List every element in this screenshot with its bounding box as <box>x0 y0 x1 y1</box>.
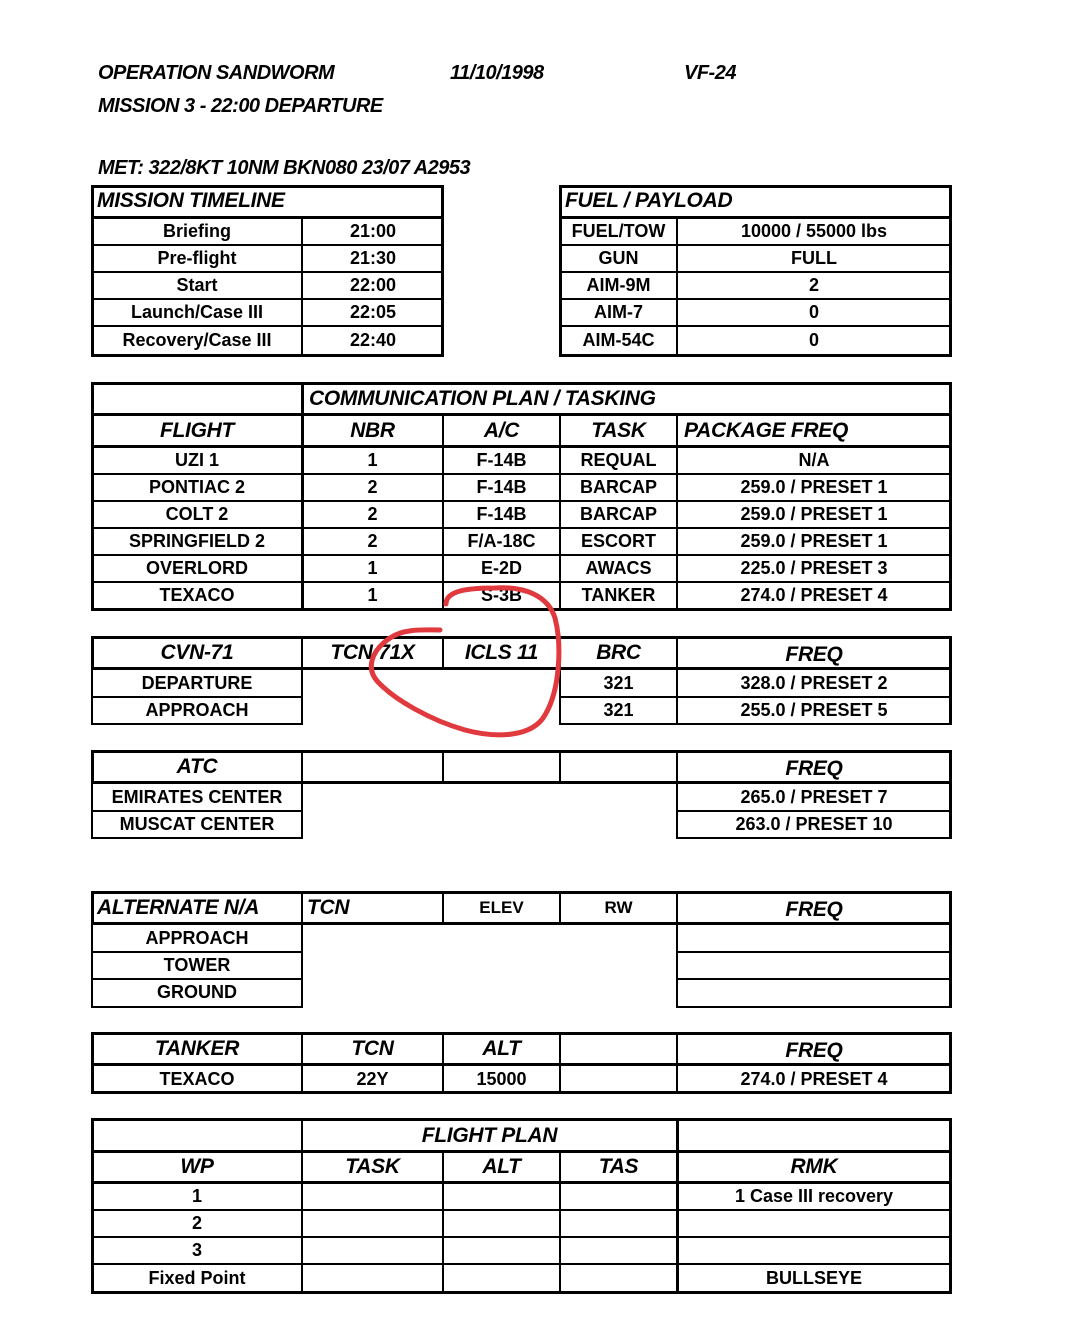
squadron: VF-24 <box>684 62 736 84</box>
comms-ac: S-3B <box>480 585 522 605</box>
comms-nbr: 1 <box>367 449 378 470</box>
timeline-label: Start <box>176 274 218 295</box>
comms-ac: E-2D <box>480 557 522 578</box>
timeline-label: Launch/Case III <box>130 301 264 322</box>
flightplan-header-wp: WP <box>180 1154 214 1178</box>
comms-header-ac: A/C <box>483 419 520 442</box>
comms-flight: UZI 1 <box>174 449 219 470</box>
flightplan-wp: Fixed Point <box>148 1267 246 1288</box>
flightplan-title: FLIGHT PLAN <box>421 1124 558 1147</box>
comms-ac: F-14B <box>476 503 527 524</box>
timeline-label: Pre-flight <box>157 247 237 268</box>
alternate-row-label: TOWER <box>163 954 231 975</box>
tanker-tcn: 22Y <box>356 1068 389 1089</box>
tanker-header-freq: FREQ <box>785 1038 843 1062</box>
alternate-header-tcn: TCN <box>307 896 350 919</box>
comms-task: AWACS <box>585 557 652 578</box>
comms-ac: F-14B <box>476 476 527 497</box>
tanker-freq: 274.0 / PRESET 4 <box>740 1068 888 1089</box>
timeline-title: MISSION TIMELINE <box>97 189 285 212</box>
timeline-time: 22:05 <box>349 301 397 322</box>
comms-task: BARCAP <box>579 476 657 497</box>
carrier-row-freq: 255.0 / PRESET 5 <box>740 699 888 720</box>
tanker-header-tcn: TCN <box>351 1036 394 1060</box>
comms-flight: COLT 2 <box>165 503 229 524</box>
carrier-header-icls: ICLS 11 <box>464 641 539 664</box>
fuel-value: 2 <box>808 274 819 295</box>
alternate-header-name: ALTERNATE N/A <box>97 896 260 919</box>
comms-freq: 274.0 / PRESET 4 <box>740 585 888 605</box>
comms-freq: 259.0 / PRESET 1 <box>740 503 888 524</box>
alternate-header-elev: ELEV <box>479 898 524 917</box>
fuel-label: AIM-9M <box>586 274 651 295</box>
tanker-header-name: TANKER <box>154 1036 240 1060</box>
comms-nbr: 2 <box>367 476 378 497</box>
tanker-header-alt: ALT <box>482 1036 521 1060</box>
comms-task: TANKER <box>581 585 656 605</box>
flightplan-wp: 2 <box>191 1212 202 1233</box>
comms-header-freq: PACKAGE FREQ <box>684 419 849 442</box>
comms-freq: 259.0 / PRESET 1 <box>740 530 888 551</box>
comms-freq: 259.0 / PRESET 1 <box>740 476 888 497</box>
comms-freq: N/A <box>798 449 830 470</box>
comms-task: REQUAL <box>580 449 657 470</box>
comms-nbr: 1 <box>367 557 378 578</box>
fuel-value: 0 <box>808 301 819 322</box>
carrier-row-label: DEPARTURE <box>141 672 253 693</box>
carrier-header-freq: FREQ <box>785 643 843 666</box>
fuel-label: AIM-7 <box>594 301 643 322</box>
atc-header-freq: FREQ <box>785 757 843 780</box>
met-line: MET: 322/8KT 10NM BKN080 23/07 A2953 <box>98 157 471 179</box>
carrier-header-tcn: TCN 71X <box>330 641 415 664</box>
timeline-time: 21:30 <box>349 247 397 268</box>
comms-ac: F-14B <box>476 449 527 470</box>
carrier-row-label: APPROACH <box>145 699 249 720</box>
timeline-time: 22:40 <box>349 329 397 350</box>
timeline-label: Recovery/Case III <box>122 329 272 350</box>
fuel-title: FUEL / PAYLOAD <box>565 189 733 212</box>
comms-flight: OVERLORD <box>145 557 248 578</box>
alternate-row-label: APPROACH <box>145 927 249 948</box>
flightplan-rmk: BULLSEYE <box>765 1267 862 1288</box>
carrier-row-freq: 328.0 / PRESET 2 <box>740 672 888 693</box>
fuel-value: FULL <box>791 247 837 268</box>
atc-header: ATC <box>176 755 218 778</box>
comms-nbr: 2 <box>367 503 378 524</box>
flightplan-header-alt: ALT <box>482 1154 521 1178</box>
operation-name: OPERATION SANDWORM <box>98 62 335 84</box>
flightplan-rmk: 1 Case III recovery <box>734 1185 894 1206</box>
mission-title: MISSION 3 - 22:00 DEPARTURE <box>98 95 383 117</box>
fuel-label: FUEL/TOW <box>571 220 666 241</box>
flightplan-header-rmk: RMK <box>790 1154 838 1178</box>
comms-flight: SPRINGFIELD 2 <box>128 530 266 551</box>
operation-date: 11/10/1998 <box>450 62 544 84</box>
timeline-label: Briefing <box>162 220 231 241</box>
atc-row-label: MUSCAT CENTER <box>119 813 275 834</box>
tanker-name: TEXACO <box>159 1068 235 1089</box>
flightplan-rmk <box>678 1210 950 1236</box>
flightplan-wp: 3 <box>191 1239 202 1260</box>
flightplan-rmk <box>678 1237 950 1263</box>
comms-header-nbr: NBR <box>350 419 395 442</box>
comms-title: COMMUNICATION PLAN / TASKING <box>309 387 656 410</box>
flightplan-wp: 1 <box>191 1185 202 1206</box>
flightplan-header-task: TASK <box>345 1154 400 1178</box>
fuel-value: 0 <box>808 329 819 350</box>
flightplan-header-tas: TAS <box>598 1154 639 1178</box>
comms-task: BARCAP <box>579 503 657 524</box>
carrier-row-brc: 321 <box>603 672 634 693</box>
comms-header-task: TASK <box>591 419 646 442</box>
comms-nbr: 1 <box>367 585 378 605</box>
alternate-row-label: GROUND <box>157 982 237 1002</box>
atc-row-freq: 265.0 / PRESET 7 <box>740 786 888 807</box>
carrier-row-brc: 321 <box>603 699 634 720</box>
timeline-time: 21:00 <box>349 220 397 241</box>
fuel-label: AIM-54C <box>582 329 655 350</box>
comms-nbr: 2 <box>367 530 378 551</box>
comms-freq: 225.0 / PRESET 3 <box>740 557 888 578</box>
fuel-value: 10000 / 55000 lbs <box>740 220 888 241</box>
comms-task: ESCORT <box>580 530 656 551</box>
alternate-header-freq: FREQ <box>785 898 843 921</box>
comms-header-flight: FLIGHT <box>159 419 235 442</box>
alternate-header-rw: RW <box>604 898 633 917</box>
timeline-time: 22:00 <box>349 274 397 295</box>
carrier-header-brc: BRC <box>596 641 641 664</box>
comms-flight: TEXACO <box>159 585 235 605</box>
tanker-alt: 15000 <box>476 1068 527 1089</box>
comms-flight: PONTIAC 2 <box>148 476 245 497</box>
atc-row-freq: 263.0 / PRESET 10 <box>735 813 893 834</box>
fuel-label: GUN <box>598 247 639 268</box>
atc-row-label: EMIRATES CENTER <box>111 786 283 807</box>
comms-ac: F/A-18C <box>467 530 536 551</box>
carrier-header-name: CVN-71 <box>160 641 234 664</box>
